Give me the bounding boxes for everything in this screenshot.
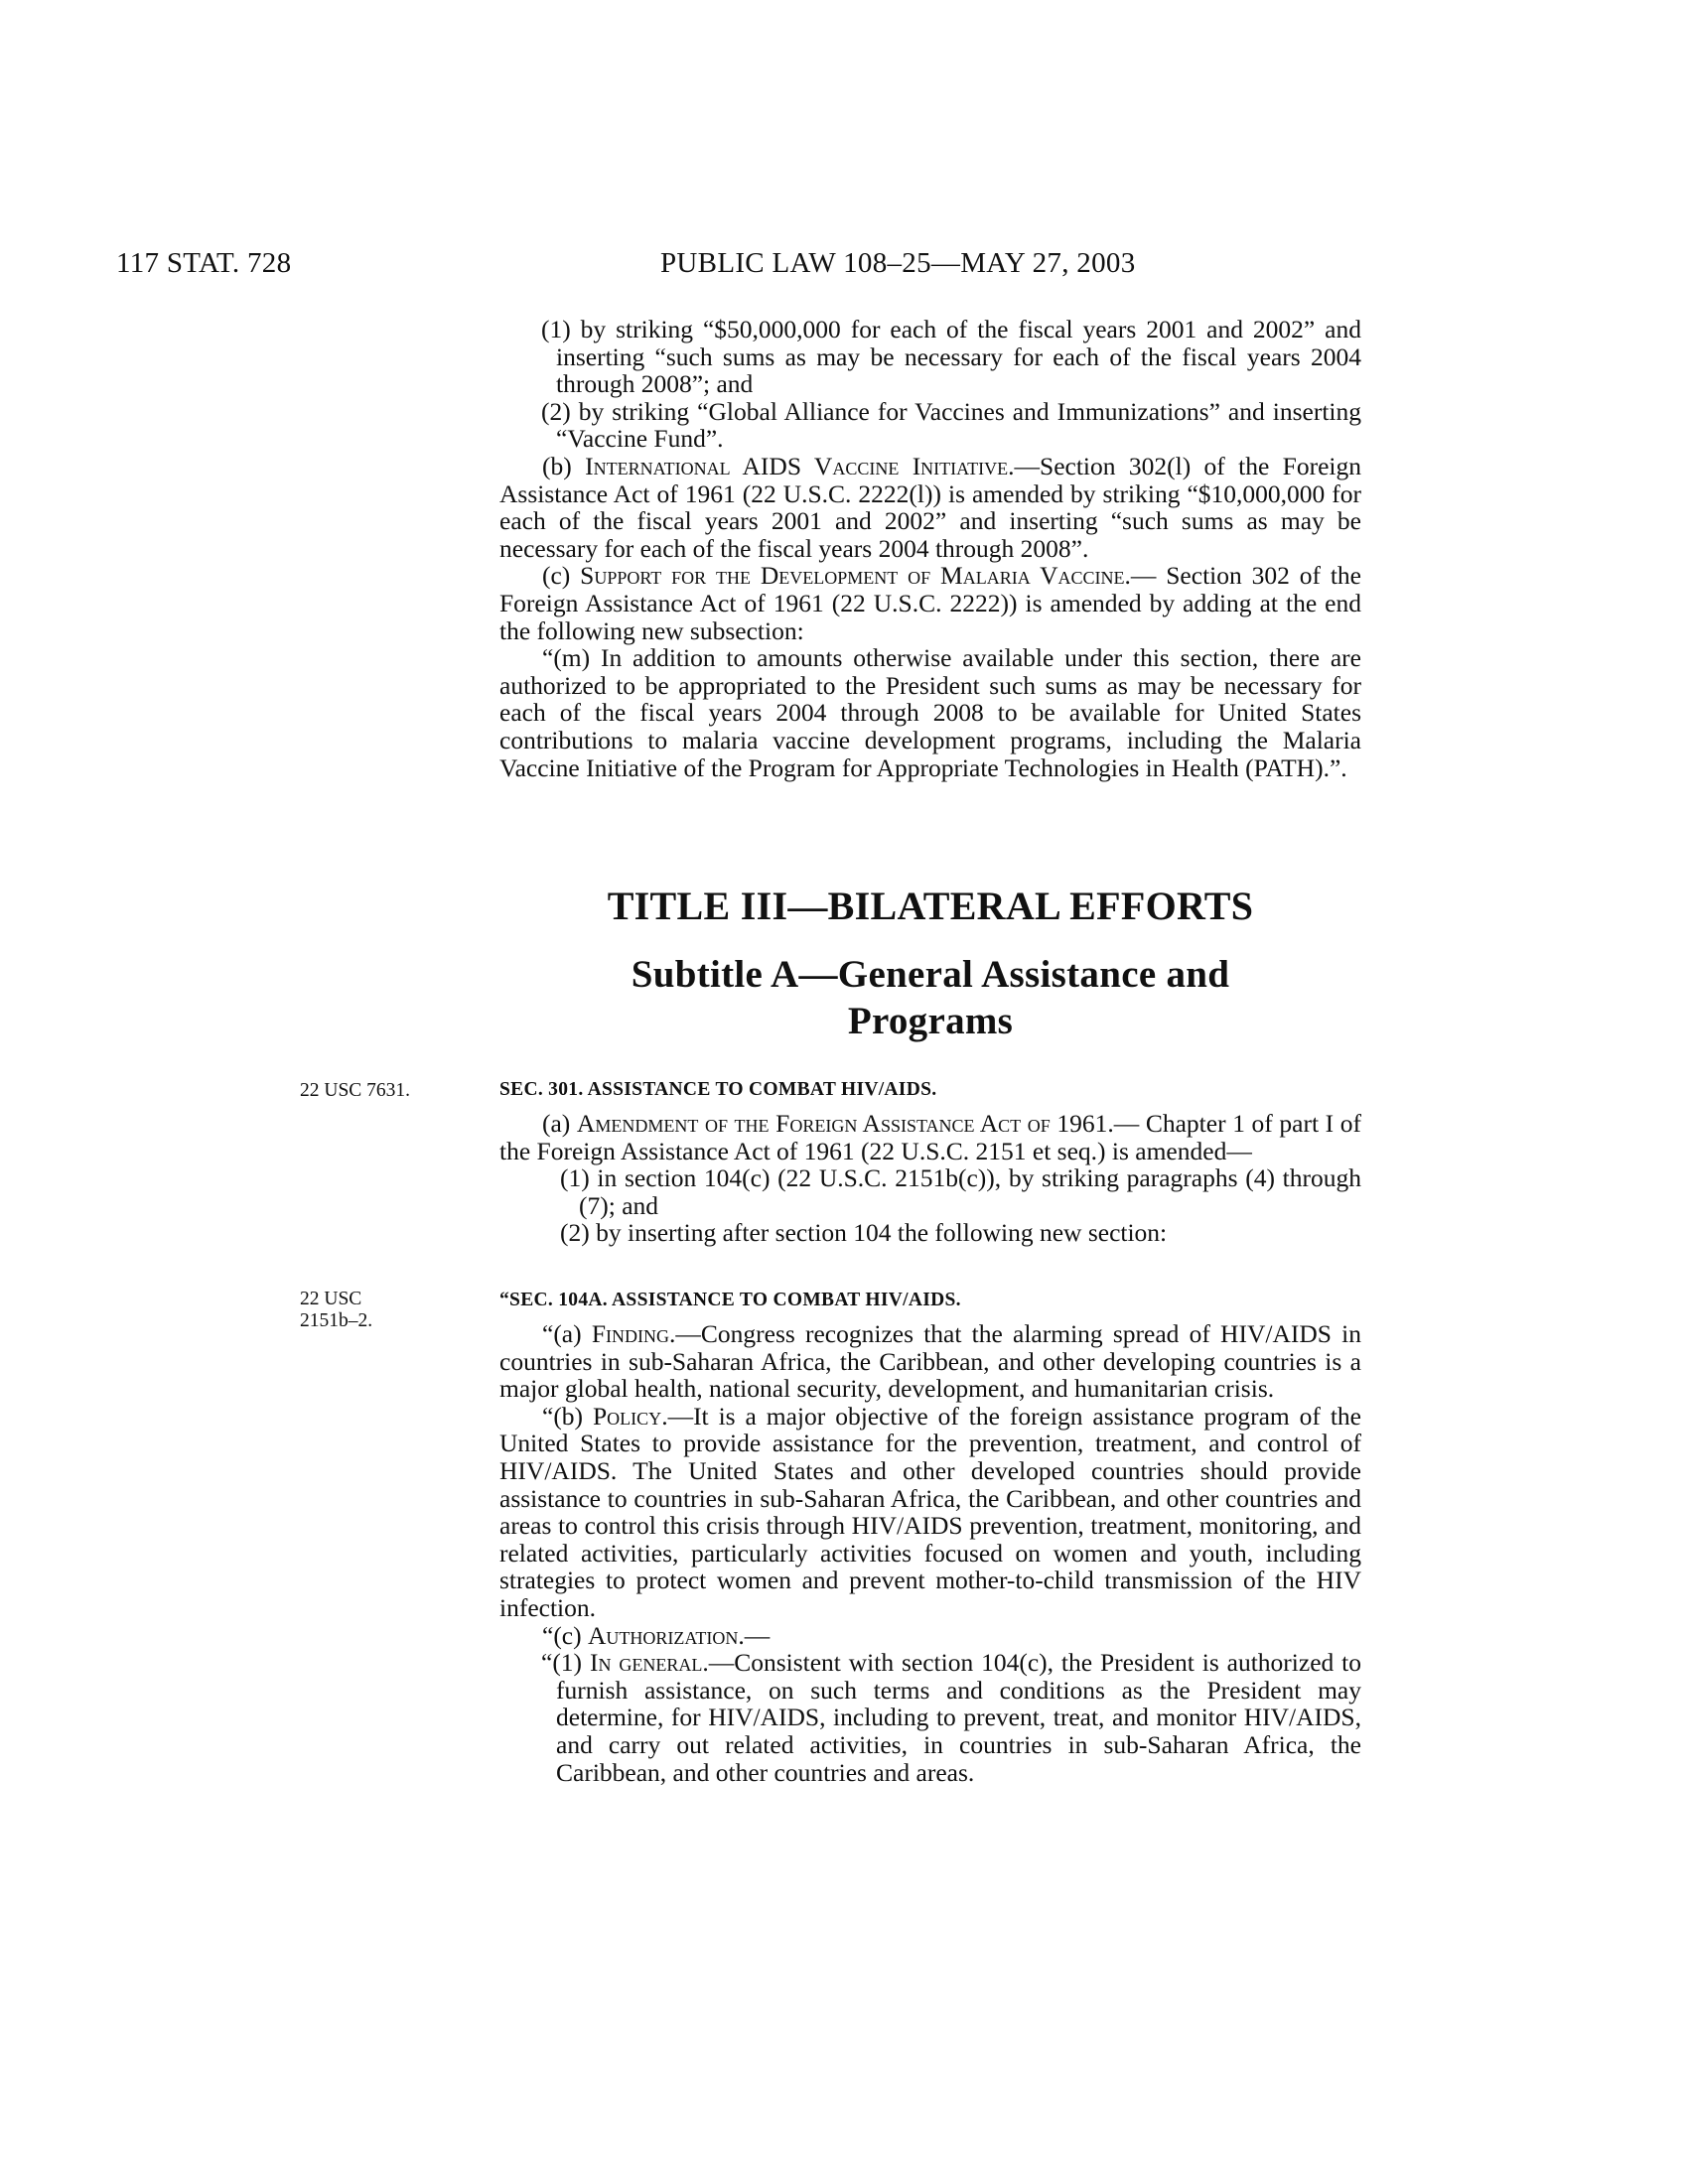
paragraph-2: (2) by striking “Global Alliance for Vaccines and Immunizations” and inserting “Vaccine Fund”. xyxy=(541,396,1361,454)
margin-note-7631: 22 USC 7631. xyxy=(300,1080,411,1101)
section-104a-c-1-lead: “(1) xyxy=(541,1648,590,1678)
section-301-body xyxy=(499,1110,1361,1247)
subsection-b-text: .—Section 302(l) of the Foreign Assistance Act of 1961 (22 U.S.C. 2222(l)) is amended by striking “$10,000,000 for each of the fiscal years 2001 and 2002” and inserting “such sums as may be necessary for each of the fiscal years 2004 through 2008”. xyxy=(499,451,1361,563)
paragraph-1: (1) by striking “$50,000,000 for each of the fiscal years 2001 and 2002” and inserting “such sums as may be necessary for each of the fiscal years 2004 through 2008”; and xyxy=(541,315,1361,399)
subsection-b-lead: (b) xyxy=(542,451,586,480)
section-104a-b xyxy=(499,1403,1361,1622)
section-104a-body xyxy=(499,1320,1361,1786)
page-stat-number: 117 STAT. 728 xyxy=(116,247,292,279)
section-104a-a-heading: Finding xyxy=(591,1319,669,1348)
section-104a-b-text: .—It is a major objective of the foreign assistance program of the United States to provide assistance for the prevention, treatment, and control of HIV/AIDS. The United States and other developed countries should provide assistance to countries in sub-Saharan Africa, the Caribbean, and other countries and areas to control this crisis through HIV/AIDS prevention, treatment, monitoring, and related activities, particularly activities focused on women and youth, including strategies to protect women and prevent mother-to-child transmission of the HIV infection. xyxy=(499,1401,1361,1622)
section-104a-c-1 xyxy=(499,1649,1361,1786)
running-head: PUBLIC LAW 108–25—MAY 27, 2003 xyxy=(660,247,1136,279)
section-104a-a-lead: “(a) xyxy=(542,1319,592,1348)
section-104a-a xyxy=(499,1320,1361,1403)
subsection-b xyxy=(499,453,1361,562)
subsection-c xyxy=(499,562,1361,644)
margin-note-line-2: 2151b–2. xyxy=(300,1310,373,1331)
section-104a-c-text: .— xyxy=(738,1620,771,1650)
subtitle-heading xyxy=(499,951,1361,1044)
section-301-a xyxy=(499,1110,1361,1164)
section-301-a-text: .— Chapter 1 of part I of the Foreign Assistance Act of 1961 (22 U.S.C. 2151 et seq.) is amended— xyxy=(499,1109,1361,1165)
subsection-b-heading: International AIDS Vaccine Initiative xyxy=(585,451,1009,480)
section-104a-c-1-text: .—Consistent with section 104(c), the President is authorized to furnish assistance, on such terms and conditions as the President may determine, for HIV/AIDS, including to prevent, treat, and monitor HIV/AIDS, and carry out related activities, in countries in sub-Saharan Africa, the Caribbean, and other countries and areas. xyxy=(556,1648,1361,1787)
subsection-m: “(m) In addition to amounts otherwise available under this section, there are authorized to be appropriated to the President such sums as may be necessary for each of the fiscal years 2004 through 2008 to be available for United States contributions to malaria vaccine development programs, including the Malaria Vaccine Initiative of the Program for Appropriate Technologies in Health (PATH).”. xyxy=(499,643,1361,782)
subsection-c-text: .— Section 302 of the Foreign Assistance Act of 1961 (22 U.S.C. 2222)) is amended by adding at the end the following new subsection: xyxy=(499,561,1361,645)
section-301-a-heading: Amendment of the Foreign Assistance Act of 1961 xyxy=(576,1109,1108,1138)
section-104a-a-text: .—Congress recognizes that the alarming spread of HIV/AIDS in countries in sub-Saharan Africa, the Caribbean, and other developing countries is a major global health, national security, development, and humanitarian crisis. xyxy=(499,1319,1361,1404)
margin-note-2151b-2 xyxy=(300,1289,372,1332)
margin-note-line-1: 22 USC xyxy=(300,1289,362,1309)
section-104a-c xyxy=(499,1622,1361,1650)
subtitle-line-1: Subtitle A—General Assistance and xyxy=(631,953,1230,996)
section-301-heading: SEC. 301. ASSISTANCE TO COMBAT HIV/AIDS. xyxy=(499,1079,937,1100)
section-104a-b-heading: Policy xyxy=(593,1401,662,1431)
section-104a-c-lead: “(c) xyxy=(542,1620,588,1650)
section-301-para-1: (1) in section 104(c) (22 U.S.C. 2151b(c)), by striking paragraphs (4) through (7); and xyxy=(560,1163,1361,1220)
section-104a-heading: “SEC. 104A. ASSISTANCE TO COMBAT HIV/AIDS. xyxy=(499,1290,961,1310)
section-104a-b-lead: “(b) xyxy=(542,1401,593,1431)
section-104a-c-1-heading: In general xyxy=(589,1648,703,1678)
section-104a-c-heading: Authorization xyxy=(588,1620,739,1650)
subsection-c-lead: (c) xyxy=(542,561,581,591)
section-301-a-lead: (a) xyxy=(542,1109,577,1138)
text-block-top xyxy=(499,316,1361,781)
subtitle-line-2: Programs xyxy=(847,1000,1014,1042)
title-heading: TITLE III—BILATERAL EFFORTS xyxy=(607,884,1254,928)
subsection-c-heading: Support for the Development of Malaria Vaccine xyxy=(580,561,1125,591)
section-301-para-2: (2) by inserting after section 104 the following new section: xyxy=(560,1218,1168,1248)
